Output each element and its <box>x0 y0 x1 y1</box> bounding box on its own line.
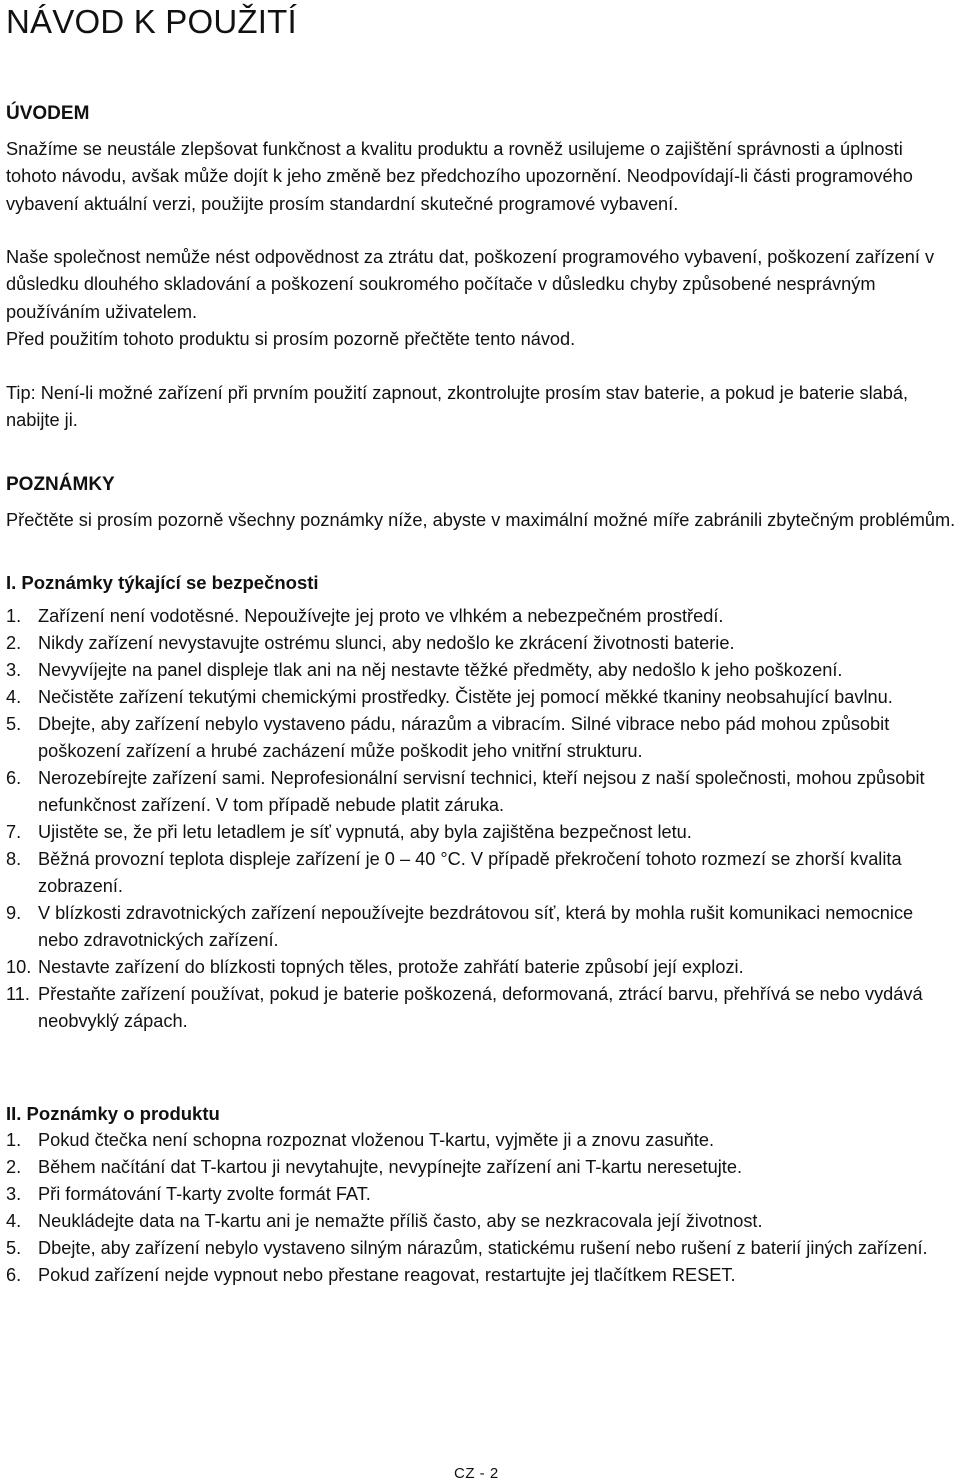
list-item-text: Pokud čtečka není schopna rozpoznat vloženou T-kartu, vyjměte ji a znovu zasuňte. <box>38 1130 715 1150</box>
list-item-text: Nerozebírejte zařízení sami. Neprofesionální servisní technici, kteří nejsou z naší společnosti, mohou způsobit nefunkčnost zařízení. V tom případě nebude platit záruka. <box>38 768 925 815</box>
intro-heading: ÚVODEM <box>6 103 90 124</box>
list-item-number: 1. <box>6 606 22 626</box>
list-item-text: Při formátování T-karty zvolte formát FAT. <box>38 1184 371 1204</box>
intro-paragraph-3: Před použitím tohoto produktu si prosím pozorně přečtěte tento návod. <box>6 329 576 349</box>
list-item-text: Pokud zařízení nejde vypnout nebo přestane reagovat, restartujte jej tlačítkem RESET. <box>38 1265 736 1285</box>
page-number: CZ - 2 <box>454 1465 499 1482</box>
tip-text: Není-li možné zařízení při prvním použití zapnout, zkontrolujte prosím stav baterie, a pokud je baterie slabá, nabijte ji. <box>6 383 909 431</box>
product-notes-list <box>6 1127 958 1289</box>
list-item-number: 11. <box>6 984 30 1004</box>
product-note-item <box>6 1181 958 1208</box>
list-item-number: 9. <box>6 903 22 923</box>
safety-note-item <box>6 819 958 846</box>
tip-paragraph <box>6 380 958 435</box>
list-item-number: 5. <box>6 1238 22 1258</box>
list-item-text: Zařízení není vodotěsné. Nepoužívejte jej proto ve vlhkém a nebezpečném prostředí. <box>38 606 724 626</box>
list-item-number: 3. <box>6 1184 22 1204</box>
safety-notes-list <box>6 603 958 1035</box>
list-item-text: Neukládejte data na T-kartu ani je nemažte příliš často, aby se nezkracovala její životnost. <box>38 1211 763 1231</box>
intro-paragraph-1: Snažíme se neustále zlepšovat funkčnost a kvalitu produktu a rovněž usilujeme o zajištění správnosti a úplnosti tohoto návodu, avšak může dojít k jeho změně bez předchozího upozornění. Neodpovídají-li části programového vybavení aktuální verzi, použijte prosím standardní skutečné programové vybavení. <box>6 139 913 214</box>
notes-heading: POZNÁMKY <box>6 474 115 495</box>
list-item-text: Nestavte zařízení do blízkosti topných těles, protože zahřátí baterie způsobí její explozi. <box>38 957 744 977</box>
safety-heading: I. Poznámky týkající se bezpečnosti <box>6 572 319 593</box>
list-item-number: 7. <box>6 822 22 842</box>
list-item-number: 10. <box>6 957 32 977</box>
product-note-item <box>6 1235 958 1262</box>
intro-paragraph-2: Naše společnost nemůže nést odpovědnost za ztrátu dat, poškození programového vybavení, poškození zařízení v důsledku dlouhého skladování a poškození soukromého počítače v důsledku chyby způsobené nesprávným používáním uživatelem. <box>6 247 935 322</box>
list-item-text: Dbejte, aby zařízení nebylo vystaveno pádu, nárazům a vibracím. Silné vibrace nebo pád mohou způsobit poškození zařízení a hrubé zacházení může poškodit jeho vnitřní strukturu. <box>38 714 890 761</box>
safety-note-item <box>6 657 958 684</box>
safety-note-item <box>6 846 958 900</box>
product-note-item <box>6 1154 958 1181</box>
list-item-number: 8. <box>6 849 22 869</box>
safety-note-item <box>6 954 958 981</box>
list-item-number: 4. <box>6 687 22 707</box>
list-item-text: Nikdy zařízení nevystavujte ostrému slunci, aby nedošlo ke zkrácení životnosti baterie. <box>38 633 735 653</box>
list-item-number: 2. <box>6 633 22 653</box>
product-heading: II. Poznámky o produktu <box>6 1103 220 1124</box>
tip-label: Tip: <box>6 383 36 403</box>
safety-note-item <box>6 603 958 630</box>
safety-note-item <box>6 981 958 1035</box>
list-item-text: Nevyvíjejte na panel displeje tlak ani na něj nestavte těžké předměty, aby nedošlo k jeho poškození. <box>38 660 843 680</box>
list-item-number: 2. <box>6 1157 22 1177</box>
list-item-text: Dbejte, aby zařízení nebylo vystaveno silným nárazům, statickému rušení nebo rušení z baterií jiných zařízení. <box>38 1238 928 1258</box>
page-title: NÁVOD K POUŽITÍ <box>6 3 297 40</box>
list-item-text: Přestaňte zařízení používat, pokud je baterie poškozená, deformovaná, ztrácí barvu, přehřívá se nebo vydává neobvyklý zápach. <box>38 984 923 1031</box>
list-item-text: Během načítání dat T-kartou ji nevytahujte, nevypínejte zařízení ani T-kartu neresetujte. <box>38 1157 742 1177</box>
list-item-number: 4. <box>6 1211 22 1231</box>
list-item-number: 3. <box>6 660 22 680</box>
product-note-item <box>6 1262 958 1289</box>
list-item-text: Běžná provozní teplota displeje zařízení je 0 – 40 °C. V případě překročení tohoto rozmezí se zhorší kvalita zobrazení. <box>38 849 902 896</box>
safety-note-item <box>6 765 958 819</box>
list-item-text: Ujistěte se, že při letu letadlem je síť vypnutá, aby byla zajištěna bezpečnost letu. <box>38 822 692 842</box>
product-note-item <box>6 1127 958 1154</box>
list-item-number: 1. <box>6 1130 22 1150</box>
list-item-number: 6. <box>6 1265 22 1285</box>
list-item-number: 5. <box>6 714 22 734</box>
product-note-item <box>6 1208 958 1235</box>
list-item-text: Nečistěte zařízení tekutými chemickými prostředky. Čistěte jej pomocí měkké tkaniny neobsahující bavlnu. <box>38 687 893 707</box>
safety-note-item <box>6 900 958 954</box>
list-item-number: 6. <box>6 768 22 788</box>
notes-intro: Přečtěte si prosím pozorně všechny poznámky níže, abyste v maximální možné míře zabránili zbytečným problémům. <box>6 510 956 530</box>
list-item-text: V blízkosti zdravotnických zařízení nepoužívejte bezdrátovou síť, která by mohla rušit komunikaci nemocnice nebo zdravotnických zařízení. <box>38 903 914 950</box>
safety-note-item <box>6 711 958 765</box>
safety-note-item <box>6 630 958 657</box>
safety-note-item <box>6 684 958 711</box>
